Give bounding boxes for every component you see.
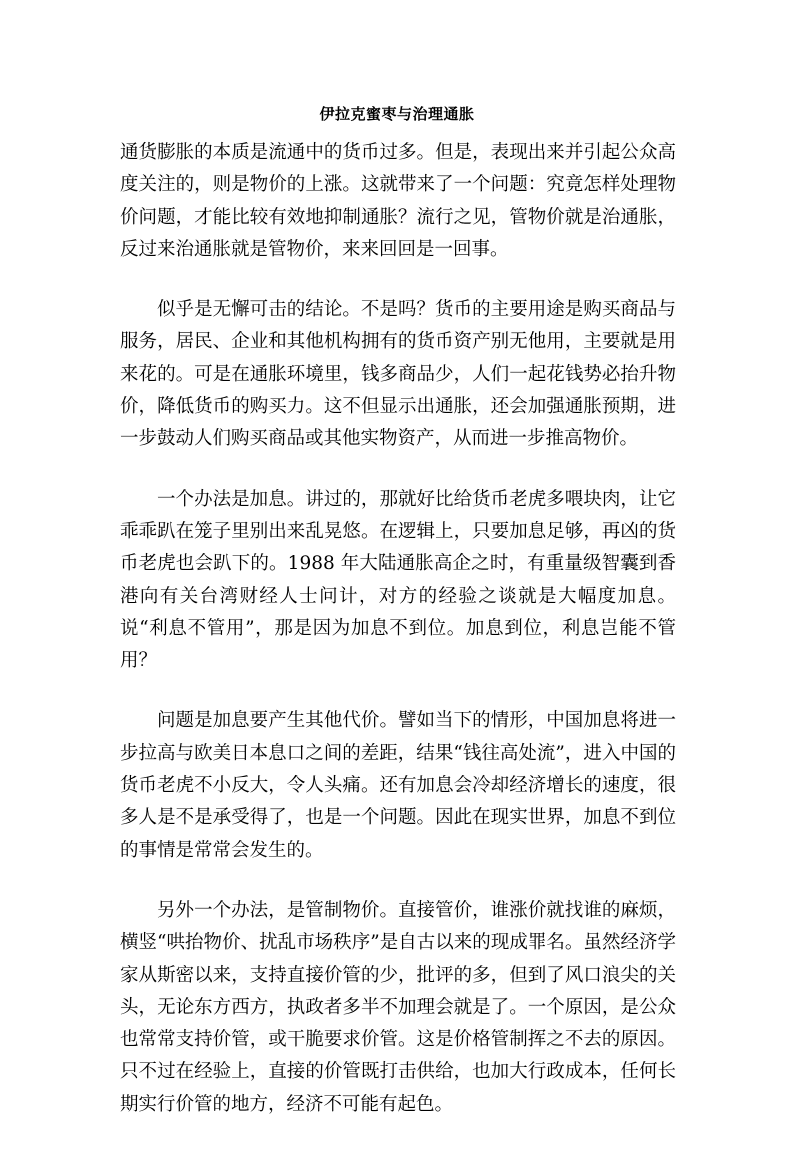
paragraph-4: 问题是加息要产生其他代价。譬如当下的情形，中国加息将进一步拉高与欧美日本息口之间的差距，结果“钱往高处流”，进入中国的货币老虎不小反大，令人头痛。还有加息会冷却经济增长的速度，很多人是不是承受得了，也是一个问题。因此在现实世界，加息不到位的事情是常常会发生的。 [120, 710, 676, 861]
paragraph-1: 通货膨胀的本质是流通中的货币过多。但是，表现出来并引起公众高度关注的，则是物价的上涨。这就带来了一个问题：究竟怎样处理物价问题，才能比较有效地抑制通胀？流行之见，管物价就是治通胀，反过来治通胀就是管物价，来来回回是一回事。 [120, 142, 676, 260]
document-body [120, 137, 676, 1149]
paragraph-5: 另外一个办法，是管制物价。直接管价，谁涨价就找谁的麻烦，横竖“哄抬物价、扰乱市场秩序”是自古以来的现成罪名。虽然经济学家从斯密以来，支持直接价管的少，批评的多，但到了风口浪尖的关头，无论东方西方，执政者多半不加理会就是了。一个原因，是公众也常常支持价管，或干脆要求价管。这是价格管制挥之不去的原因。只不过在经验上，直接的价管既打击供给，也加大行政成本，任何长期实行价管的地方，经济不可能有起色。 [120, 899, 676, 1115]
paragraph-2: 似乎是无懈可击的结论。不是吗？货币的主要用途是购买商品与服务，居民、企业和其他机构拥有的货币资产别无他用，主要就是用来花的。可是在通胀环境里，钱多商品少，人们一起花钱势必抬升物价，降低货币的购买力。这不但显示出通胀，还会加强通胀预期，进一步鼓动人们购买商品或其他实物资产，从而进一步推高物价。 [120, 299, 676, 450]
paragraph-3: 一个办法是加息。讲过的，那就好比给货币老虎多喂块肉，让它乖乖趴在笼子里别出来乱晃悠。在逻辑上，只要加息足够，再凶的货币老虎也会趴下的。1988 年大陆通胀高企之时，有重量级智囊到香港向有关台湾财经人士问计，对方的经验之谈就是大幅度加息。说“利息不管用”，那是因为加息不到位。加息到位，利息岂能不管用？ [120, 488, 676, 672]
document-title: 伊拉克蜜枣与治理通胀 [319, 105, 475, 123]
